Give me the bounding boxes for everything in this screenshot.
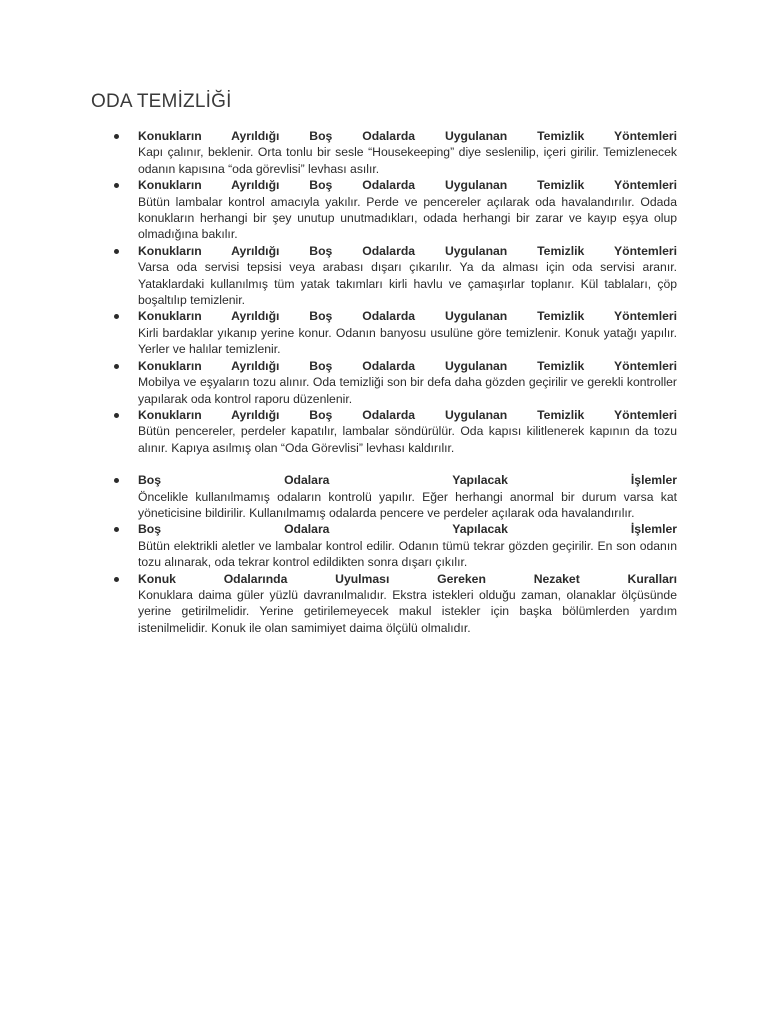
bullet-icon	[114, 134, 119, 139]
item-body: Kirli bardaklar yıkanıp yerine konur. Odanın banyosu usulüne göre temizlenir. Konuk yatağı yapılır. Yerler ve halılar temizlenir.	[138, 325, 677, 357]
item-heading: Konukların Ayrıldığı Boş Odalarda Uygulanan Temizlik Yöntemleri	[138, 129, 677, 143]
item-heading: Boş Odalara Yapılacak İşlemler	[138, 473, 677, 488]
list-item	[114, 128, 677, 177]
list-item	[114, 243, 677, 309]
item-body: Bütün lambalar kontrol amacıyla yakılır. Perde ve pencereler açılarak oda havalandırılır. Odada konukların herhangi bir şey unutup unutmadıkları, odada herhangi bir zarar ve kayıp eşya olup olmadığına bakılır.	[138, 194, 677, 242]
item-heading: Konukların Ayrıldığı Boş Odalarda Uygulanan Temizlik Yöntemleri	[138, 243, 677, 258]
item-heading: Konuk Odalarında Uyulması Gereken Nezaket Kuralları	[138, 571, 677, 586]
item-body: Konuklara daima güler yüzlü davranılmalıdır. Ekstra istekleri olduğu zaman, olanaklar ölçüsünde yerine getirilmelidir. Yerine getirilemeyecek makul istekler için başka bölümlerden yardım istenilmelidir. Konuk ile olan samimiyet daima ölçülü olmalıdır.	[138, 587, 677, 635]
bullet-icon	[114, 527, 119, 532]
bullet-icon	[114, 413, 119, 418]
item-body: Bütün elektrikli aletler ve lambalar kontrol edilir. Odanın tümü tekrar gözden geçirilir. En son odanın tozu alınarak, oda tekrar kontrol edildikten sonra dışarı çıkılır.	[138, 538, 677, 570]
list-item	[114, 308, 677, 357]
item-body: Kapı çalınır, beklenir. Orta tonlu bir sesle “Housekeeping” diye seslenilip, içeri girilir. Temizlenecek odanın kapısına “oda görevlisi” levhası asılır.	[138, 145, 677, 176]
page-title: ODA TEMİZLİĞİ	[91, 91, 232, 112]
empty-rooms-list	[114, 472, 677, 636]
item-body: Varsa oda servisi tepsisi veya arabası dışarı çıkarılır. Ya da alması için oda servisi aranır. Yataklardaki kullanılmış tüm yatak takımları kirli havlu ve çamaşırlar toplanır. Kül tablaları, çöp boşaltılıp temizlenir.	[138, 260, 677, 308]
item-heading: Konukların Ayrıldığı Boş Odalarda Uygulanan Temizlik Yöntemleri	[138, 309, 677, 324]
bullet-icon	[114, 478, 119, 483]
document-body	[114, 128, 677, 636]
bullet-icon	[114, 249, 119, 254]
item-body: Bütün pencereler, perdeler kapatılır, lambalar söndürülür. Oda kapısı kilitlenerek kapının da tozu alınır. Kapıya asılmış olan “Oda Görevlisi” levhası kaldırılır.	[138, 424, 677, 455]
list-item	[114, 177, 677, 243]
item-heading: Konukların Ayrıldığı Boş Odalarda Uygulanan Temizlik Yöntemleri	[138, 407, 677, 422]
list-item	[114, 521, 677, 570]
cleaning-methods-list	[114, 128, 677, 456]
bullet-icon	[114, 364, 119, 369]
item-heading: Konukların Ayrıldığı Boş Odalarda Uygulanan Temizlik Yöntemleri	[138, 358, 677, 373]
list-item	[114, 358, 677, 407]
bullet-icon	[114, 314, 119, 319]
item-heading: Konukların Ayrıldığı Boş Odalarda Uygulanan Temizlik Yöntemleri	[138, 178, 677, 193]
bullet-icon	[114, 577, 119, 582]
item-body: Mobilya ve eşyaların tozu alınır. Oda temizliği son bir defa daha gözden geçirilir ve gerekli kontroller yapılarak oda kontrol raporu düzenlenir.	[138, 375, 677, 406]
item-body: Öncelikle kullanılmamış odaların kontrolü yapılır. Eğer herhangi anormal bir durum varsa kat yöneticisine bildirilir. Kullanılmamış odalarda pencere ve perdeler açılarak oda havalandırılır.	[138, 489, 677, 520]
list-item	[114, 407, 677, 456]
bullet-icon	[114, 183, 119, 188]
list-item	[114, 571, 677, 637]
item-heading: Boş Odalara Yapılacak İşlemler	[138, 522, 677, 537]
list-item	[114, 472, 677, 521]
